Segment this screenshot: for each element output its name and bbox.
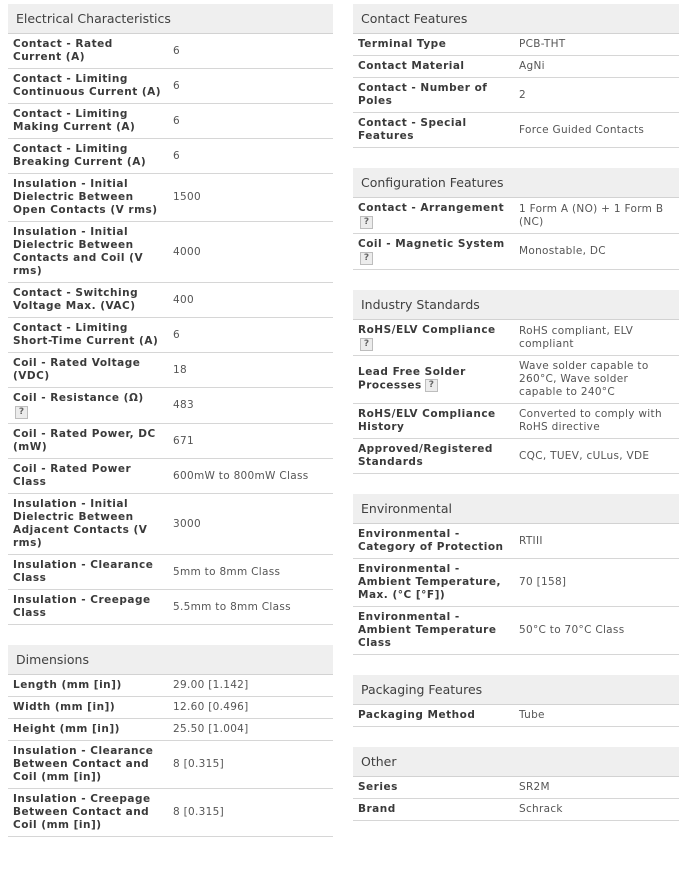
spec-label-cell <box>353 524 515 559</box>
spec-label: Packaging Method <box>358 709 476 721</box>
spec-label: Contact - Limiting Short-Time Current (A) <box>13 322 159 347</box>
spec-label-cell <box>8 741 169 789</box>
spec-label: Terminal Type <box>358 38 447 50</box>
spec-label: Contact Material <box>358 60 465 72</box>
spec-label: Lead Free Solder Processes <box>358 366 466 392</box>
help-icon[interactable]: ? <box>360 216 373 229</box>
spec-row <box>8 555 333 590</box>
spec-row <box>353 524 679 559</box>
spec-label: Insulation - Initial Dielectric Between Open Contacts (V rms) <box>13 178 158 216</box>
spec-label: Contact - Arrangement <box>358 202 505 214</box>
spec-label-cell <box>353 439 515 474</box>
spec-label: Series <box>358 781 398 793</box>
spec-label: Coil - Resistance (Ω) <box>13 392 144 404</box>
spec-table <box>8 675 333 837</box>
section-dimensions <box>8 645 333 837</box>
help-icon[interactable]: ? <box>425 379 438 392</box>
spec-row <box>8 789 333 837</box>
spec-label: Insulation - Creepage Between Contact and Coil (mm [in]) <box>13 793 151 831</box>
spec-row <box>353 705 679 727</box>
spec-row <box>353 356 679 404</box>
spec-value: 1500 <box>169 174 333 222</box>
spec-table <box>8 34 333 625</box>
spec-row <box>8 459 333 494</box>
spec-row <box>353 799 679 821</box>
spec-label: Environmental - Category of Protection <box>358 528 504 553</box>
section-title: Dimensions <box>8 645 333 675</box>
spec-row <box>353 113 679 148</box>
spec-label: Coil - Magnetic System <box>358 238 505 250</box>
spec-table <box>353 320 679 474</box>
section-other <box>353 747 679 821</box>
spec-value: 6 <box>169 104 333 139</box>
spec-label: RoHS/ELV Compliance <box>358 324 496 336</box>
spec-label-cell <box>353 78 515 113</box>
spec-label: Insulation - Clearance Between Contact and Coil (mm [in]) <box>13 745 154 783</box>
spec-label: Insulation - Initial Dielectric Between Adjacent Contacts (V rms) <box>13 498 148 549</box>
spec-row <box>353 607 679 655</box>
spec-label-cell <box>8 719 169 741</box>
spec-value: 25.50 [1.004] <box>169 719 333 741</box>
spec-label-cell <box>353 34 515 56</box>
section-packaging-features <box>353 675 679 727</box>
spec-label-cell <box>8 555 169 590</box>
spec-value: SR2M <box>515 777 679 799</box>
spec-label-cell <box>353 113 515 148</box>
spec-label-cell <box>8 697 169 719</box>
section-configuration-features <box>353 168 679 270</box>
spec-label: Coil - Rated Voltage (VDC) <box>13 357 141 382</box>
spec-value: Converted to comply with RoHS directive <box>515 404 679 439</box>
spec-value: PCB-THT <box>515 34 679 56</box>
spec-row <box>8 222 333 283</box>
spec-label-cell <box>8 353 169 388</box>
spec-value: 600mW to 800mW Class <box>169 459 333 494</box>
spec-row <box>353 320 679 356</box>
spec-label: Insulation - Creepage Class <box>13 594 151 619</box>
spec-row <box>8 494 333 555</box>
spec-value: 18 <box>169 353 333 388</box>
spec-table <box>353 777 679 821</box>
spec-value: 5mm to 8mm Class <box>169 555 333 590</box>
spec-value: 4000 <box>169 222 333 283</box>
section-contact-features <box>353 4 679 148</box>
spec-row <box>353 404 679 439</box>
spec-value: Wave solder capable to 260°C, Wave solder capable to 240°C <box>515 356 679 404</box>
spec-label-cell <box>8 590 169 625</box>
spec-row <box>8 104 333 139</box>
spec-row <box>8 318 333 353</box>
spec-table <box>353 524 679 655</box>
spec-row <box>353 559 679 607</box>
spec-label-cell <box>8 388 169 424</box>
help-icon[interactable]: ? <box>360 338 373 351</box>
section-environmental <box>353 494 679 655</box>
spec-label-cell <box>353 356 515 404</box>
spec-row <box>8 741 333 789</box>
spec-label-cell <box>8 494 169 555</box>
spec-label-cell <box>8 459 169 494</box>
spec-table <box>353 705 679 727</box>
section-title: Environmental <box>353 494 679 524</box>
help-icon[interactable]: ? <box>15 406 28 419</box>
spec-label-cell <box>8 675 169 697</box>
spec-value: Force Guided Contacts <box>515 113 679 148</box>
spec-label: Approved/Registered Standards <box>358 443 493 468</box>
spec-label: Coil - Rated Power, DC (mW) <box>13 428 156 453</box>
spec-row <box>8 424 333 459</box>
spec-value: 12.60 [0.496] <box>169 697 333 719</box>
spec-value: 70 [158] <box>515 559 679 607</box>
spec-value: RoHS compliant, ELV compliant <box>515 320 679 356</box>
spec-value: Monostable, DC <box>515 234 679 270</box>
spec-label-cell <box>353 404 515 439</box>
spec-label: Contact - Limiting Breaking Current (A) <box>13 143 147 168</box>
spec-table <box>353 34 679 148</box>
section-title: Packaging Features <box>353 675 679 705</box>
spec-row <box>8 174 333 222</box>
spec-value: 483 <box>169 388 333 424</box>
spec-value: 6 <box>169 139 333 174</box>
spec-value: RTIII <box>515 524 679 559</box>
spec-row <box>353 198 679 234</box>
spec-row <box>353 234 679 270</box>
spec-label-cell <box>353 705 515 727</box>
spec-row <box>8 69 333 104</box>
spec-label: Contact - Rated Current (A) <box>13 38 113 63</box>
spec-value: 6 <box>169 34 333 69</box>
spec-row <box>8 590 333 625</box>
spec-label-cell <box>8 222 169 283</box>
spec-label-cell <box>353 320 515 356</box>
spec-label: Coil - Rated Power Class <box>13 463 132 488</box>
spec-value: 2 <box>515 78 679 113</box>
spec-row <box>353 777 679 799</box>
spec-row <box>353 34 679 56</box>
spec-value: 400 <box>169 283 333 318</box>
spec-value: AgNi <box>515 56 679 78</box>
spec-value: 6 <box>169 318 333 353</box>
spec-label-cell <box>8 283 169 318</box>
help-icon[interactable]: ? <box>360 252 373 265</box>
spec-label: Contact - Number of Poles <box>358 82 488 107</box>
spec-label: Contact - Special Features <box>358 117 467 142</box>
spec-label-cell <box>8 789 169 837</box>
spec-value: 50°C to 70°C Class <box>515 607 679 655</box>
spec-label-cell <box>8 34 169 69</box>
spec-label-cell <box>353 799 515 821</box>
spec-value: 3000 <box>169 494 333 555</box>
spec-label-cell <box>353 559 515 607</box>
section-title: Contact Features <box>353 4 679 34</box>
spec-table <box>353 198 679 270</box>
spec-label: Length (mm [in]) <box>13 679 122 691</box>
section-electrical-characteristics <box>8 4 333 625</box>
left-column <box>8 4 333 857</box>
spec-value: CQC, TUEV, cULus, VDE <box>515 439 679 474</box>
spec-row <box>8 675 333 697</box>
spec-label: Environmental - Ambient Temperature Class <box>358 611 497 649</box>
spec-row <box>353 78 679 113</box>
spec-label-cell <box>8 424 169 459</box>
spec-label-cell <box>353 234 515 270</box>
spec-label: Insulation - Initial Dielectric Between Contacts and Coil (V rms) <box>13 226 144 277</box>
right-column <box>353 4 679 841</box>
spec-value: 8 [0.315] <box>169 789 333 837</box>
spec-value: 671 <box>169 424 333 459</box>
spec-value: Schrack <box>515 799 679 821</box>
spec-row <box>353 439 679 474</box>
spec-label: Contact - Limiting Continuous Current (A) <box>13 73 162 98</box>
spec-row <box>8 139 333 174</box>
spec-row <box>8 353 333 388</box>
spec-value: Tube <box>515 705 679 727</box>
spec-label-cell <box>353 198 515 234</box>
spec-label: Insulation - Clearance Class <box>13 559 154 584</box>
spec-value: 8 [0.315] <box>169 741 333 789</box>
spec-label-cell <box>353 777 515 799</box>
spec-row <box>8 34 333 69</box>
spec-label: Environmental - Ambient Temperature, Max. (°C [°F]) <box>358 563 501 601</box>
spec-label-cell <box>353 607 515 655</box>
spec-label: RoHS/ELV Compliance History <box>358 408 496 433</box>
spec-label: Contact - Limiting Making Current (A) <box>13 108 136 133</box>
section-title: Other <box>353 747 679 777</box>
spec-row <box>353 56 679 78</box>
spec-row <box>8 719 333 741</box>
spec-value: 5.5mm to 8mm Class <box>169 590 333 625</box>
section-title: Configuration Features <box>353 168 679 198</box>
spec-label-cell <box>8 318 169 353</box>
spec-row <box>8 283 333 318</box>
spec-value: 29.00 [1.142] <box>169 675 333 697</box>
spec-label-cell <box>8 139 169 174</box>
spec-label-cell <box>8 69 169 104</box>
spec-label: Contact - Switching Voltage Max. (VAC) <box>13 287 139 312</box>
spec-row <box>8 388 333 424</box>
spec-value: 6 <box>169 69 333 104</box>
spec-label: Brand <box>358 803 396 815</box>
spec-label: Width (mm [in]) <box>13 701 116 713</box>
spec-label: Height (mm [in]) <box>13 723 120 735</box>
spec-value: 1 Form A (NO) + 1 Form B (NC) <box>515 198 679 234</box>
section-title: Electrical Characteristics <box>8 4 333 34</box>
section-title: Industry Standards <box>353 290 679 320</box>
spec-label-cell <box>353 56 515 78</box>
spec-label-cell <box>8 174 169 222</box>
spec-label-cell <box>8 104 169 139</box>
section-industry-standards <box>353 290 679 474</box>
spec-row <box>8 697 333 719</box>
